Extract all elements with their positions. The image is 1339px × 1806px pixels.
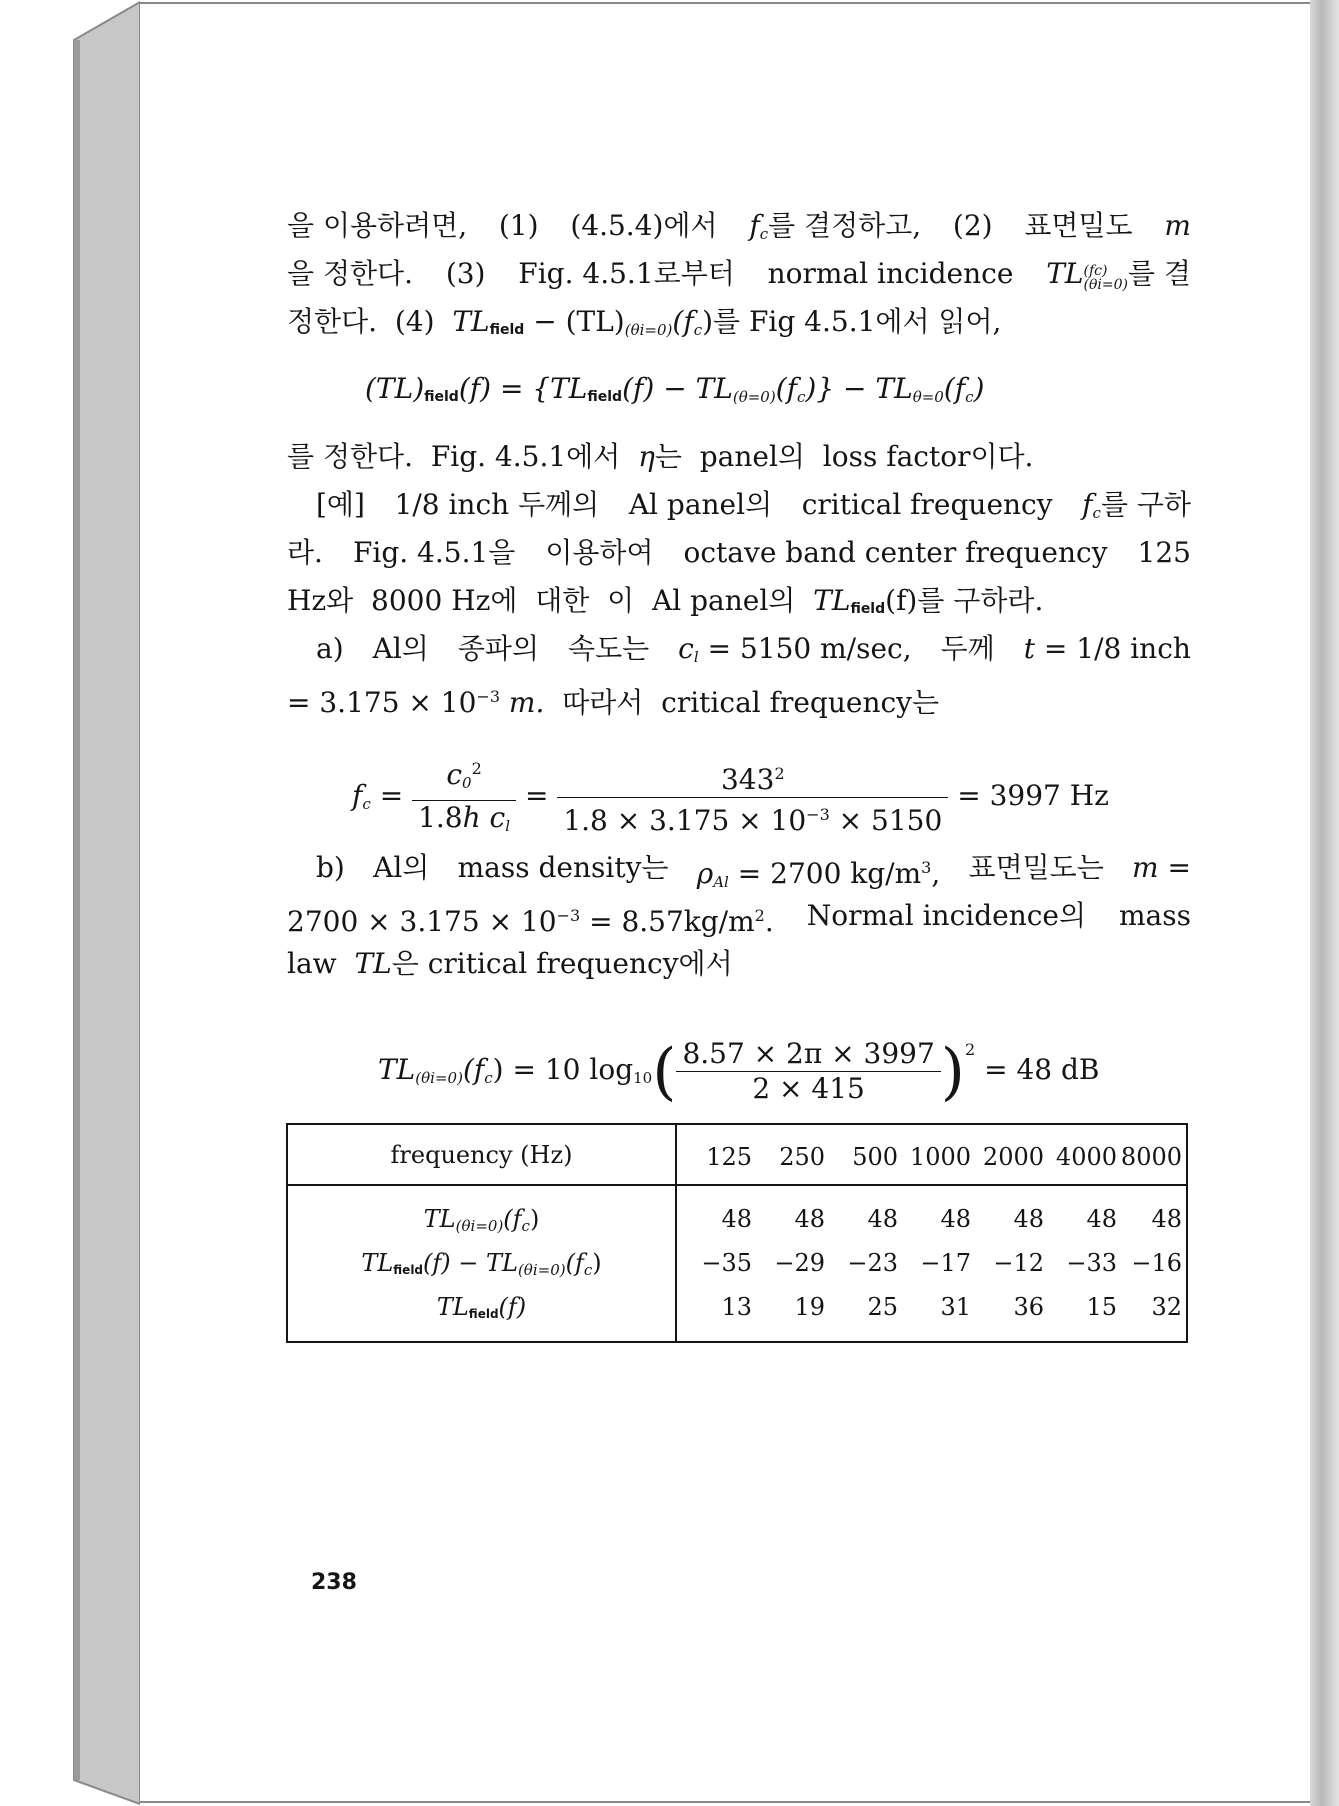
tl-table	[286, 1123, 1188, 1343]
symbol-fc: fc를 구하	[1082, 488, 1191, 522]
table-header-cell: 8000	[1120, 1143, 1182, 1171]
text-line	[287, 206, 1191, 254]
symbol-fc: fc를 결정하고,	[749, 209, 922, 243]
text: [예]	[316, 488, 365, 521]
page-number: 238	[311, 1570, 357, 1595]
text: critical frequency	[801, 488, 1053, 521]
symbol-m: m =	[1132, 851, 1191, 884]
text: 두께	[940, 632, 995, 665]
table-cell: 48	[940, 1205, 971, 1233]
text: Al의	[373, 851, 430, 884]
symbol-tl-normal: TL (fc) (θi=0) 를 결	[1046, 257, 1191, 293]
text: 을 이용하려면,	[287, 209, 468, 242]
table-header-cell: 1000	[909, 1143, 971, 1171]
text: Normal incidence의	[806, 899, 1087, 932]
text: 이용하여	[545, 536, 654, 569]
text: (2)	[952, 209, 993, 242]
table-row	[678, 1287, 1184, 1327]
text: normal incidence	[767, 257, 1014, 290]
table-cell: −29	[774, 1249, 825, 1277]
table-cell: −12	[993, 1249, 1044, 1277]
table-cell: 48	[867, 1205, 898, 1233]
text: 라.	[287, 536, 323, 569]
text-line	[287, 254, 1191, 294]
text: (3)	[445, 257, 486, 290]
text-line	[287, 896, 1191, 942]
text-line	[316, 485, 1191, 533]
text: 표면밀도는	[968, 851, 1104, 884]
book-spine	[0, 0, 140, 1806]
equation-critical-frequency: fc = $\frac{c0^2}{\text{1.8h cl}}$ = $\frac{343^2}{1.8 \times 3.175 \times 10^{-3} \times 5150}$ = 3997 Hz	[352, 752, 1109, 843]
table-cell: 13	[721, 1293, 752, 1321]
text: 1/8 inch 두께의	[394, 488, 600, 521]
text: 125	[1137, 536, 1191, 569]
text: mass	[1119, 899, 1191, 932]
table-cell: 25	[867, 1293, 898, 1321]
text: b)	[316, 851, 345, 884]
text-line	[316, 848, 1191, 902]
table-cell: 31	[940, 1293, 971, 1321]
equation-mass-law: TL(θi=0)(fc) = 10 log10( $\frac{8.57 \times 2\pi \times 3997}{2 \times 415}$ )$^2$ = 48 dB	[378, 1034, 1100, 1108]
text: (4.5.4)에서	[570, 209, 718, 242]
table-cell: 48	[1151, 1205, 1182, 1233]
text: 종파의	[457, 632, 540, 665]
text: 표면밀도	[1024, 209, 1133, 242]
text-line: Hz와 8000 Hz에 대한 이 Al panel의 TLfield(f)를 구하라.	[287, 584, 1044, 617]
text-line: law TL은 critical frequency에서	[287, 947, 733, 980]
text: 을 정한다.	[287, 257, 413, 290]
text: octave band center frequency	[683, 536, 1108, 569]
text: 속도는	[568, 632, 650, 665]
table-header-cell: 250	[779, 1143, 825, 1171]
symbol-cl: cl = 5150 m/sec,	[678, 632, 912, 666]
table-divider	[675, 1125, 677, 1341]
table-cell: 48	[794, 1205, 825, 1233]
table-header-row	[678, 1137, 1184, 1177]
table-row-label: TLfield(f)	[436, 1293, 527, 1321]
table-cell: 36	[1013, 1293, 1044, 1321]
table-cell: −17	[920, 1249, 971, 1277]
table-header-label: frequency (Hz)	[390, 1141, 573, 1169]
text: a)	[316, 632, 344, 665]
text: Al의	[372, 632, 429, 665]
text: Fig. 4.5.1을	[352, 536, 516, 569]
text: Al panel의	[628, 488, 773, 521]
table-row-label: TLfield(f) − TL(θi=0)(fc)	[361, 1249, 602, 1279]
text: $2700 \times 3.175 \times 10^{-3} = 8.57kg/m^2$.	[287, 905, 774, 938]
table-cell: 15	[1086, 1293, 1117, 1321]
text: Fig. 4.5.1로부터	[518, 257, 735, 290]
text: mass density는	[457, 851, 669, 884]
text: (1)	[498, 209, 539, 242]
fraction: $\frac{c0^2}{\text{1.8h cl}}$	[412, 752, 516, 843]
text-line	[316, 629, 1191, 677]
table-cell: −23	[847, 1249, 898, 1277]
text-line: 정한다. (4) TLfield − (TL)(θi=0)(fc)를 Fig 4.5.1에서 읽어,	[287, 305, 1002, 339]
text-line: = $3.175 \times 10^{-3}$ m. 따라서 critical frequency는	[287, 686, 940, 719]
table-header-cell: 500	[852, 1143, 898, 1171]
table-cell: 32	[1151, 1293, 1182, 1321]
table-header-cell: 2000	[982, 1143, 1044, 1171]
table-cell: 19	[794, 1293, 825, 1321]
table-cell: 48	[1086, 1205, 1117, 1233]
text-line: 를 정한다. Fig. 4.5.1에서 η는 panel의 loss factor이다.	[287, 440, 1034, 473]
fraction: $\frac{343^2}{1.8 \times 3.175 \times 10^{-3} \times 5150}$	[557, 757, 948, 838]
equation-tl-field: (TL)field(f) = {TLfield(f) − TL(θ=0)(fc)} − TLθ=0(fc)	[365, 372, 985, 406]
table-row	[678, 1199, 1184, 1239]
fraction: $\frac{8.57 \times 2\pi \times 3997}{2 \times 415}$	[676, 1037, 940, 1106]
table-cell: −16	[1131, 1249, 1182, 1277]
table-cell: −33	[1066, 1249, 1117, 1277]
page-edge	[1310, 0, 1339, 1806]
table-cell: 48	[1013, 1205, 1044, 1233]
table-cell: −35	[701, 1249, 752, 1277]
table-header-cell: 125	[706, 1143, 752, 1171]
table-row-label: TL(θi=0)(fc)	[423, 1205, 540, 1235]
text-line	[287, 533, 1191, 573]
table-header-cell: 4000	[1055, 1143, 1117, 1171]
table-divider	[288, 1184, 1186, 1186]
table-row	[678, 1243, 1184, 1283]
symbol-rho: ρAl = 2700 $kg/m^3$,	[696, 857, 941, 891]
table-cell: 48	[721, 1205, 752, 1233]
symbol-t: t = 1/8 inch	[1023, 632, 1191, 665]
symbol-m: m	[1164, 209, 1191, 242]
